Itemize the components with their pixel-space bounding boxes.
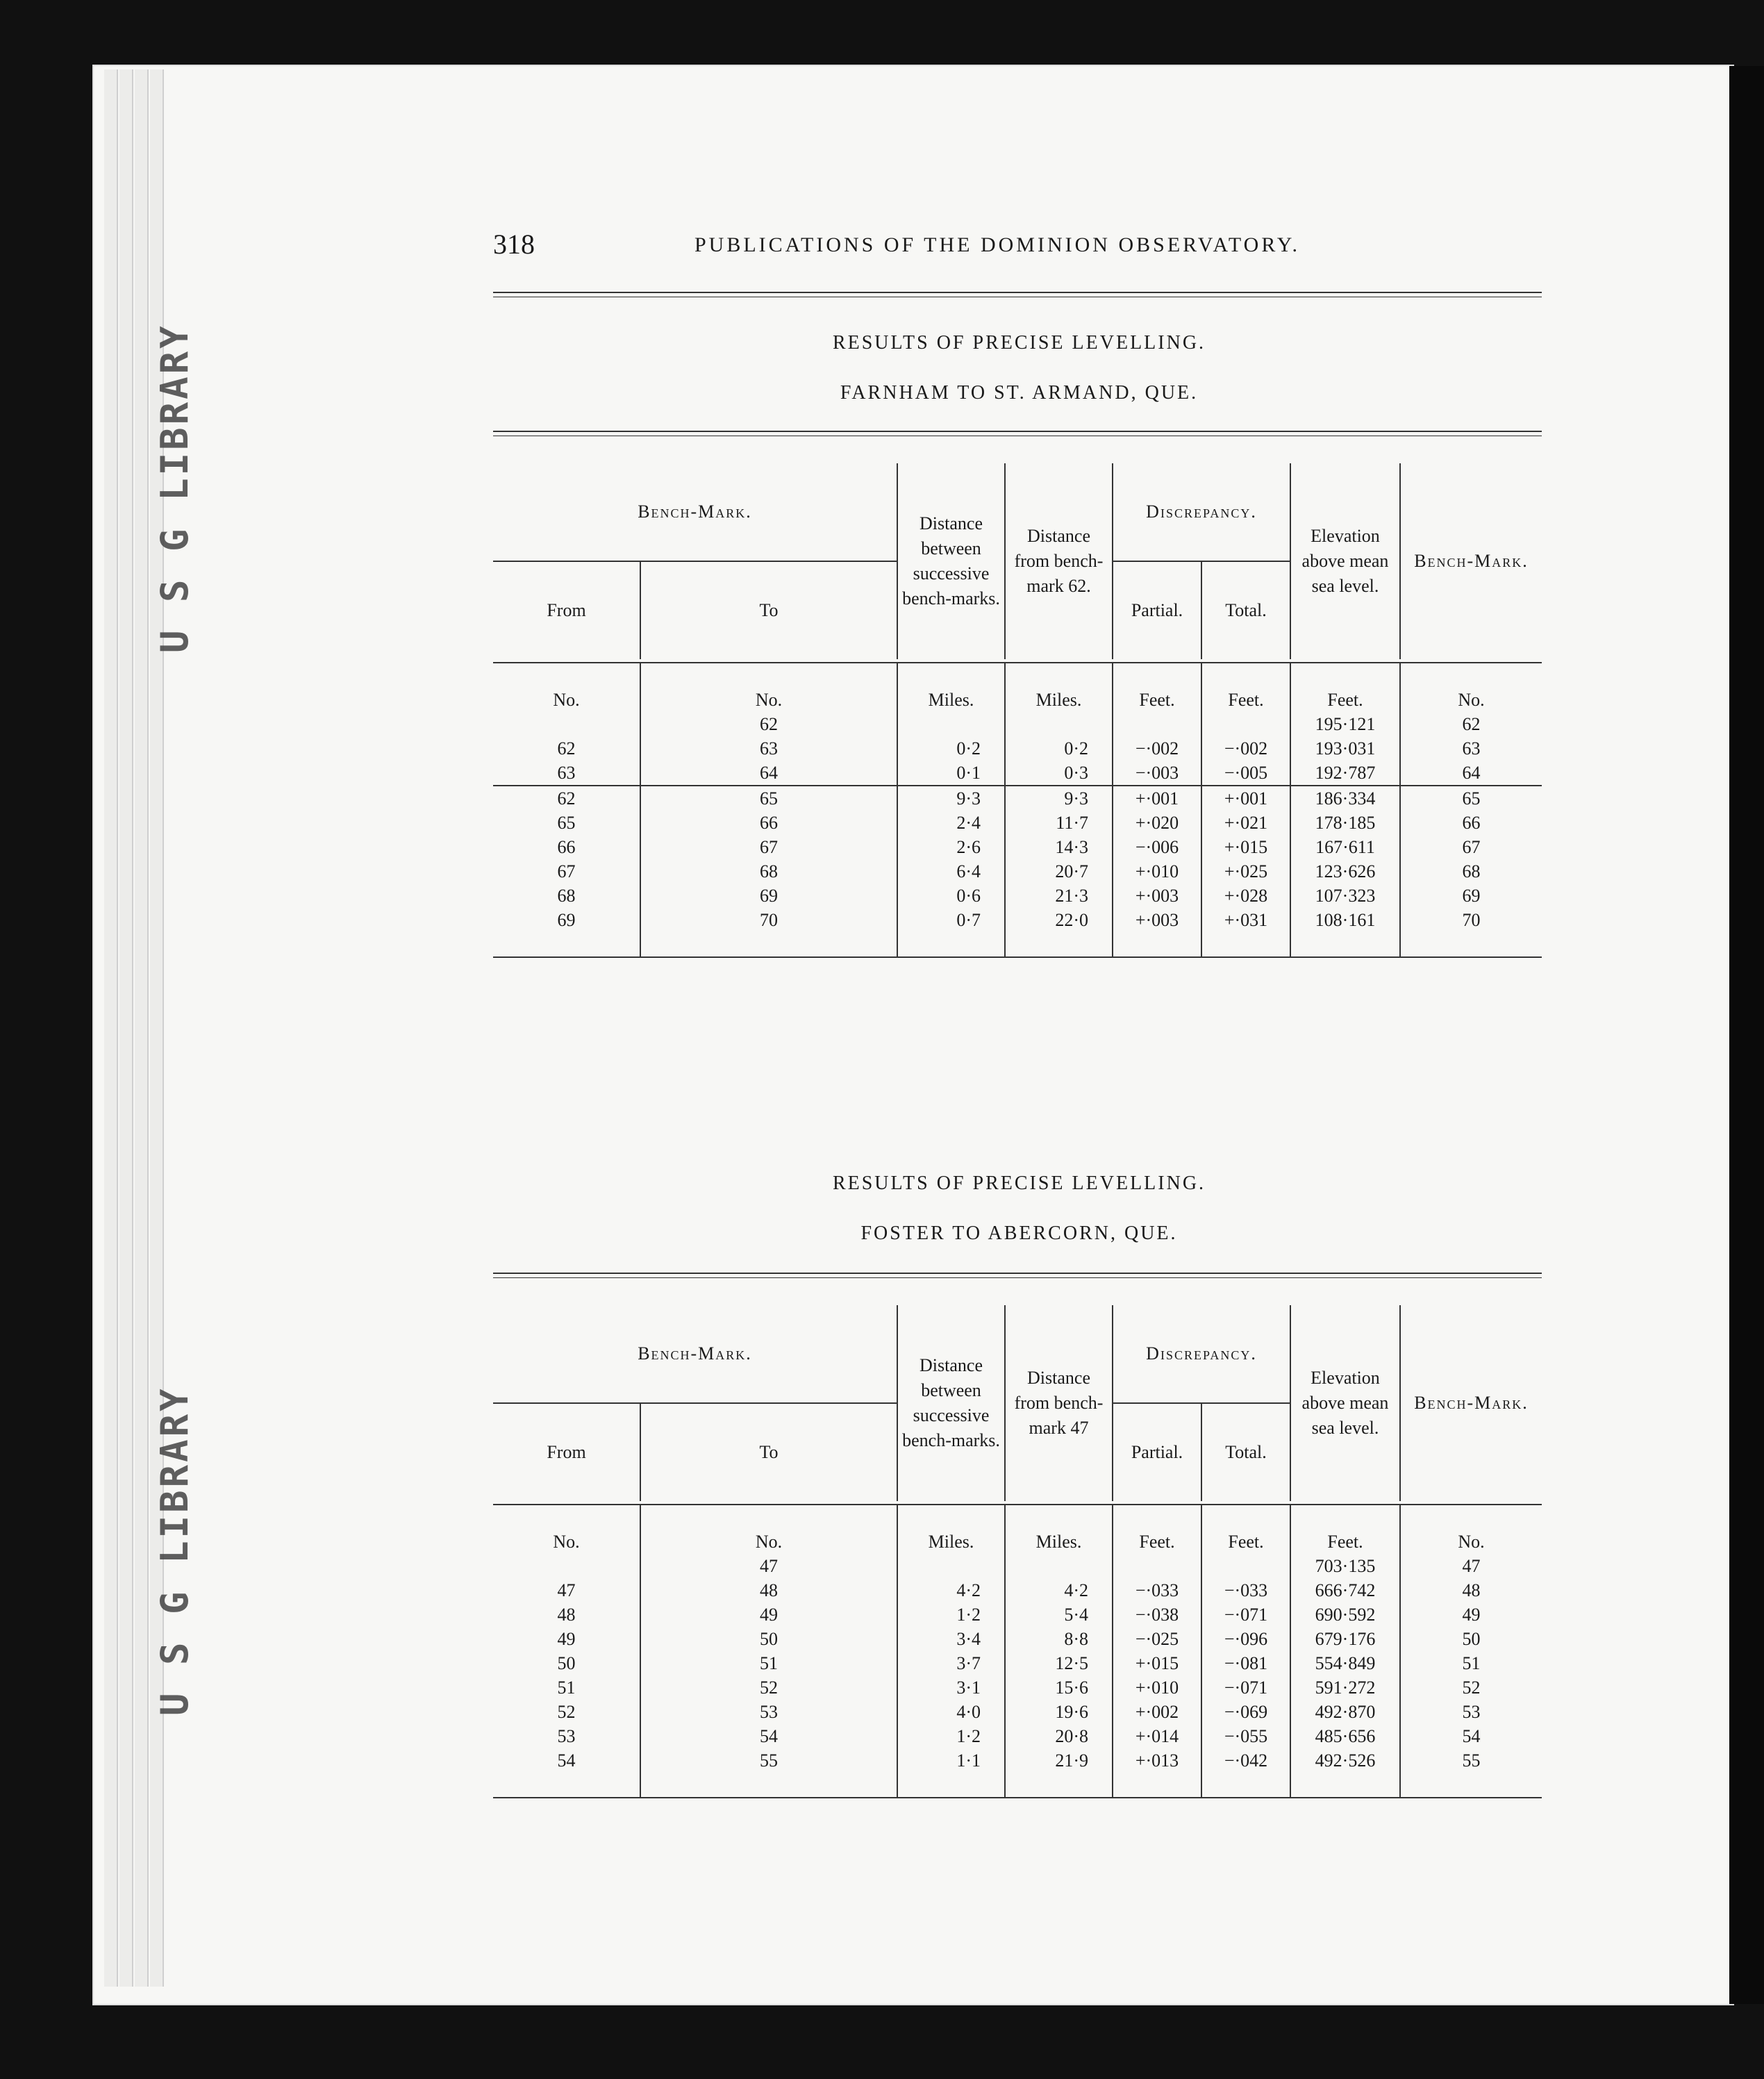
table-cell: 8·8: [1005, 1627, 1113, 1651]
table-cell: 186·334: [1290, 786, 1400, 811]
table-cell: 4·0: [897, 1700, 1005, 1724]
header-rule: [493, 292, 1542, 297]
unit-cell: Feet.: [1113, 688, 1201, 712]
table-cell: 0·1: [897, 761, 1005, 786]
table-cell: 52: [557, 1702, 576, 1722]
table-cell: 679·176: [1290, 1627, 1400, 1651]
table-cell: 67: [557, 861, 576, 881]
table-cell: [897, 1554, 1005, 1578]
table-top-rule: [493, 1273, 1542, 1278]
table-cell: 66: [1400, 811, 1542, 835]
table-cell: 20·7: [1005, 859, 1113, 884]
table-row: [493, 1700, 1542, 1724]
table-cell: 63: [557, 763, 576, 783]
table-cell: 51: [640, 1651, 897, 1675]
table-cell: 690·592: [1290, 1602, 1400, 1627]
table-row: [493, 1627, 1542, 1651]
table-row: [493, 712, 1542, 736]
page-edge: [104, 69, 118, 1987]
table-cell: 193·031: [1290, 736, 1400, 761]
table-row: [493, 811, 1542, 835]
table-cell: +·028: [1201, 884, 1290, 908]
table-cell: 3·7: [897, 1651, 1005, 1675]
table-cell: [1005, 1554, 1113, 1578]
unit-cell: No.: [553, 1532, 580, 1552]
bench-mark-right-header: Bench-Mark.: [1400, 1305, 1542, 1501]
table-cell: 167·611: [1290, 835, 1400, 859]
table-row: [493, 1724, 1542, 1748]
table-cell: +·002: [1113, 1700, 1201, 1724]
table-row: [493, 859, 1542, 884]
table-cell: 49: [1400, 1602, 1542, 1627]
unit-cell: Feet.: [1201, 1530, 1290, 1554]
distance-between-header: Distance between successive bench-marks.: [897, 463, 1005, 659]
table-cell: +·021: [1201, 811, 1290, 835]
table-cell: −·071: [1201, 1675, 1290, 1700]
table-cell: 66: [557, 837, 576, 857]
table-cell: 492·870: [1290, 1700, 1400, 1724]
table-cell: +·020: [1113, 811, 1201, 835]
table-cell: 19·6: [1005, 1700, 1113, 1724]
table-cell: [493, 1554, 640, 1578]
table-cell: 53: [1400, 1700, 1542, 1724]
table-cell: 0·2: [1005, 736, 1113, 761]
table-cell: −·002: [1201, 736, 1290, 761]
table-cell: 20·8: [1005, 1724, 1113, 1748]
partial-header: Partial.: [1113, 561, 1201, 659]
table-row: [493, 835, 1542, 859]
unit-cell: Feet.: [1113, 1530, 1201, 1554]
table-cell: −·042: [1201, 1748, 1290, 1773]
table-cell: +·003: [1113, 908, 1201, 932]
table-cell: 666·742: [1290, 1578, 1400, 1602]
table-cell: 62: [1400, 712, 1542, 736]
table-cell: [897, 712, 1005, 736]
table-cell: +·014: [1113, 1724, 1201, 1748]
table-row: [493, 736, 1542, 761]
table-cell: 64: [640, 761, 897, 786]
table-row: [493, 1675, 1542, 1700]
unit-cell: No.: [1400, 1530, 1542, 1554]
table-row: [493, 786, 1542, 811]
table-cell: 50: [640, 1627, 897, 1651]
table-top-rule: [493, 431, 1542, 436]
table-cell: 192·787: [1290, 761, 1400, 786]
table-cell: +·013: [1113, 1748, 1201, 1773]
table-row: [493, 761, 1542, 786]
table-cell: 0·3: [1005, 761, 1113, 786]
table-cell: 12·5: [1005, 1651, 1113, 1675]
table-cell: [1201, 712, 1290, 736]
to-header: To: [640, 1403, 897, 1501]
table-cell: 69: [640, 884, 897, 908]
table-cell: 11·7: [1005, 811, 1113, 835]
table-cell: 68: [557, 886, 576, 906]
bench-mark-right-header: Bench-Mark.: [1400, 463, 1542, 659]
table-subtitle: FOSTER TO ABERCORN, QUE.: [860, 1223, 1178, 1244]
table-cell: 67: [640, 835, 897, 859]
table-cell: [1201, 1554, 1290, 1578]
table-row: [493, 1554, 1542, 1578]
table-cell: 1·1: [897, 1748, 1005, 1773]
table-cell: 47: [557, 1580, 576, 1600]
table-cell: +·001: [1113, 786, 1201, 811]
table-cell: 53: [640, 1700, 897, 1724]
table-cell: −·005: [1201, 761, 1290, 786]
page-number: 318: [493, 229, 535, 260]
table-cell: 69: [557, 910, 576, 930]
table-cell: 195·121: [1290, 712, 1400, 736]
table-cell: [1005, 712, 1113, 736]
table-cell: 65: [1400, 786, 1542, 811]
from-header: From: [547, 600, 586, 620]
from-header: From: [547, 1442, 586, 1462]
library-stamp: U S G LIBRARY: [153, 323, 197, 653]
table-cell: 14·3: [1005, 835, 1113, 859]
table-cell: 62: [493, 786, 640, 811]
unit-cell: No.: [1400, 688, 1542, 712]
table-cell: 67: [1400, 835, 1542, 859]
table-cell: 0·2: [897, 736, 1005, 761]
table-cell: −·055: [1201, 1724, 1290, 1748]
table-subtitle: FARNHAM TO ST. ARMAND, QUE.: [840, 382, 1199, 404]
table-cell: 68: [1400, 859, 1542, 884]
table-cell: 54: [557, 1750, 576, 1771]
table-cell: 21·9: [1005, 1748, 1113, 1773]
table-cell: 66: [640, 811, 897, 835]
table-cell: 5·4: [1005, 1602, 1113, 1627]
table-cell: 15·6: [1005, 1675, 1113, 1700]
table-cell: +·015: [1113, 1651, 1201, 1675]
table-cell: 3·1: [897, 1675, 1005, 1700]
table-cell: +·001: [1201, 786, 1290, 811]
table-cell: −·003: [1113, 761, 1201, 786]
unit-cell: No.: [640, 1530, 897, 1554]
table-row: [493, 1578, 1542, 1602]
table-cell: 2·4: [897, 811, 1005, 835]
elevation-header: Elevation above mean sea level.: [1290, 1305, 1400, 1501]
table-cell: 4·2: [1005, 1578, 1113, 1602]
table-cell: 9·3: [1005, 786, 1113, 811]
table-cell: 108·161: [1290, 908, 1400, 932]
table-cell: 123·626: [1290, 859, 1400, 884]
table-cell: 107·323: [1290, 884, 1400, 908]
table-row: [493, 1748, 1542, 1773]
table-cell: 22·0: [1005, 908, 1113, 932]
table-cell: 68: [640, 859, 897, 884]
table-cell: 0·6: [897, 884, 1005, 908]
table-cell: 52: [640, 1675, 897, 1700]
unit-cell: Feet.: [1290, 1530, 1400, 1554]
table-cell: −·038: [1113, 1602, 1201, 1627]
table-cell: 55: [640, 1748, 897, 1773]
table-cell: 62: [557, 738, 576, 759]
table-cell: [1113, 1554, 1201, 1578]
table-cell: −·071: [1201, 1602, 1290, 1627]
table-row: [493, 908, 1542, 932]
distance-from-header: Distance from bench-mark 62.: [1005, 463, 1113, 659]
unit-cell: Miles.: [1005, 1530, 1113, 1554]
unit-cell: Miles.: [897, 688, 1005, 712]
units-row: [493, 1530, 1542, 1554]
table-cell: +·010: [1113, 1675, 1201, 1700]
binding-shadow: [1729, 66, 1764, 2004]
table-cell: [493, 712, 640, 736]
page-header: [493, 228, 1545, 270]
unit-cell: No.: [640, 688, 897, 712]
table-cell: 703·135: [1290, 1554, 1400, 1578]
table-cell: +·010: [1113, 859, 1201, 884]
table-row: [493, 1651, 1542, 1675]
table-cell: 69: [1400, 884, 1542, 908]
table-cell: 591·272: [1290, 1675, 1400, 1700]
table-cell: 21·3: [1005, 884, 1113, 908]
table-cell: 554·849: [1290, 1651, 1400, 1675]
table-cell: [1113, 712, 1201, 736]
table-cell: 1·2: [897, 1602, 1005, 1627]
table-cell: 70: [1400, 908, 1542, 932]
library-stamp: U S G LIBRARY: [153, 1386, 197, 1716]
unit-cell: Miles.: [1005, 688, 1113, 712]
total-header: Total.: [1201, 1403, 1290, 1501]
table-cell: 0·7: [897, 908, 1005, 932]
table-cell: +·031: [1201, 908, 1290, 932]
table-cell: 1·2: [897, 1724, 1005, 1748]
table-cell: 54: [640, 1724, 897, 1748]
table-cell: 53: [557, 1726, 576, 1746]
table-cell: −·033: [1201, 1578, 1290, 1602]
table-cell: 65: [557, 813, 576, 833]
partial-header: Partial.: [1113, 1403, 1201, 1501]
discrepancy-header: Discrepancy.: [1113, 1305, 1290, 1403]
table-title: RESULTS OF PRECISE LEVELLING.: [832, 332, 1206, 354]
table-cell: 49: [640, 1602, 897, 1627]
table-row: [493, 1602, 1542, 1627]
table-cell: +·025: [1201, 859, 1290, 884]
table-cell: 54: [1400, 1724, 1542, 1748]
table-cell: −·025: [1113, 1627, 1201, 1651]
table-cell: 63: [1400, 736, 1542, 761]
page-edge: [135, 69, 149, 1987]
table-cell: 50: [1400, 1627, 1542, 1651]
table-cell: 47: [640, 1554, 897, 1578]
table-cell: 51: [1400, 1651, 1542, 1675]
unit-cell: No.: [553, 690, 580, 710]
table-cell: +·015: [1201, 835, 1290, 859]
table-cell: −·081: [1201, 1651, 1290, 1675]
table-cell: 6·4: [897, 859, 1005, 884]
table-cell: −·033: [1113, 1578, 1201, 1602]
levelling-table: [493, 1281, 1542, 1798]
table-cell: 48: [557, 1605, 576, 1625]
unit-cell: Feet.: [1201, 688, 1290, 712]
table-cell: −·006: [1113, 835, 1201, 859]
table-cell: 62: [640, 712, 897, 736]
table-cell: 55: [1400, 1748, 1542, 1773]
unit-cell: Miles.: [897, 1530, 1005, 1554]
distance-from-header: Distance from bench-mark 47: [1005, 1305, 1113, 1501]
table-cell: 65: [640, 786, 897, 811]
table-cell: 485·656: [1290, 1724, 1400, 1748]
table-cell: 49: [557, 1629, 576, 1649]
table-cell: 4·2: [897, 1578, 1005, 1602]
table-cell: −·096: [1201, 1627, 1290, 1651]
table-cell: 52: [1400, 1675, 1542, 1700]
table-cell: 47: [1400, 1554, 1542, 1578]
table-cell: −·069: [1201, 1700, 1290, 1724]
unit-cell: Feet.: [1290, 688, 1400, 712]
table-cell: +·003: [1113, 884, 1201, 908]
units-row: [493, 688, 1542, 712]
table-cell: 2·6: [897, 835, 1005, 859]
table-cell: 64: [1400, 761, 1542, 786]
to-header: To: [640, 561, 897, 659]
table-cell: 63: [640, 736, 897, 761]
levelling-table: [493, 439, 1542, 958]
bench-mark-header: Bench-Mark.: [493, 1305, 897, 1403]
elevation-header: Elevation above mean sea level.: [1290, 463, 1400, 659]
total-header: Total.: [1201, 561, 1290, 659]
table-cell: 178·185: [1290, 811, 1400, 835]
table-cell: 9·3: [897, 786, 1005, 811]
table-cell: 48: [1400, 1578, 1542, 1602]
table-cell: −·002: [1113, 736, 1201, 761]
table-cell: 492·526: [1290, 1748, 1400, 1773]
table-cell: 50: [557, 1653, 576, 1673]
discrepancy-header: Discrepancy.: [1113, 463, 1290, 561]
page-edge: [119, 69, 133, 1987]
table-cell: 48: [640, 1578, 897, 1602]
table-cell: 3·4: [897, 1627, 1005, 1651]
distance-between-header: Distance between successive bench-marks.: [897, 1305, 1005, 1501]
table-title: RESULTS OF PRECISE LEVELLING.: [832, 1173, 1206, 1194]
running-head: PUBLICATIONS OF THE DOMINION OBSERVATORY.: [694, 233, 1300, 256]
table-cell: 70: [640, 908, 897, 932]
table-row: [493, 884, 1542, 908]
bench-mark-header: Bench-Mark.: [493, 463, 897, 561]
table-cell: 51: [557, 1678, 576, 1698]
